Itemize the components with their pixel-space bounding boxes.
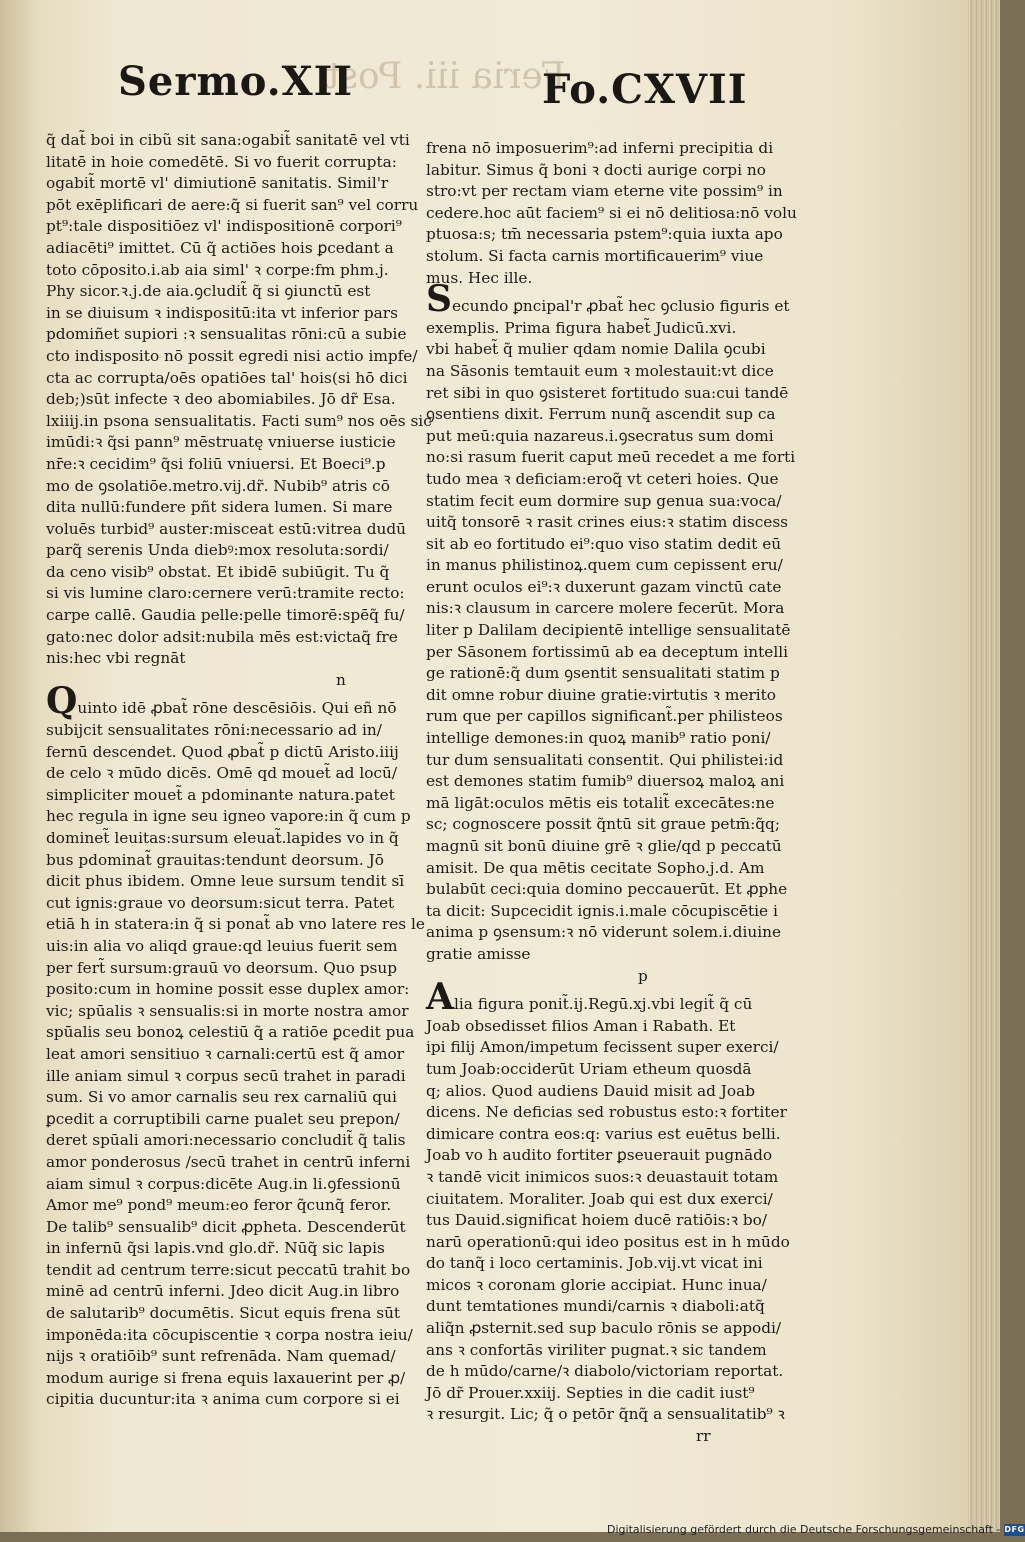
text-line — [46, 1001, 418, 1023]
line-text: per Sāsonem fortissimū ab ea deceptum intelli — [426, 642, 789, 661]
line-text: amisit. De qua mētis cecitate Sopho.j.d. Am — [426, 858, 765, 877]
line-text: ꝯsentiens dixit. Ferrum nunq̃ ascendit sup ca — [426, 405, 776, 424]
line-text: sum. Si vo amor carnalis seu rex carnaliū qui — [46, 1088, 397, 1107]
line-text: Jō dr̃ Prouer.xxiij. Septies in die cadit iust⁹ — [426, 1383, 755, 1402]
line-text: adiacēti⁹ imittet. Cū q̃ actiōes hois ꝑcedant a — [46, 238, 394, 257]
text-line — [426, 404, 798, 426]
text-line — [46, 1022, 418, 1044]
digitization-credit — [607, 1523, 1025, 1536]
text-line — [426, 1253, 798, 1275]
text-line — [426, 1167, 798, 1189]
text-line — [426, 491, 798, 513]
text-line — [426, 976, 798, 1019]
text-line — [46, 958, 418, 980]
text-line — [426, 858, 798, 880]
text-line — [46, 1217, 418, 1239]
text-line — [46, 324, 418, 346]
line-text: frena nō imposuerim⁹:ad inferni precipitia di — [426, 139, 774, 157]
initial-letter: Q — [46, 680, 78, 723]
text-line — [46, 627, 418, 649]
text-line — [46, 1044, 418, 1066]
line-text: etiā h in statera:in q̃ si ponat̃ ab vno latere res le — [46, 915, 425, 934]
line-text: modum aurige si frena equis laxauerint per ꝓ/ — [46, 1368, 406, 1387]
folio-number: Fo.CXVII — [542, 66, 748, 113]
line-text: ciuitatem. Moraliter. Joab qui est dux exerci/ — [426, 1189, 773, 1208]
line-text: in manus philistinoꝝ.quem cum cepissent eru/ — [426, 556, 783, 575]
text-line — [426, 901, 798, 923]
line-text: q; alios. Quod audiens Dauid misit ad Joab — [426, 1081, 755, 1100]
text-line — [426, 361, 798, 383]
text-line — [46, 1389, 418, 1411]
text-line — [426, 181, 798, 203]
text-line — [426, 1081, 798, 1103]
line-text: anima p ꝯsensum:ꝛ nō viderunt solem.i.diuine — [426, 923, 782, 942]
page-edge — [968, 0, 1000, 1532]
text-line — [426, 1189, 798, 1211]
text-line — [46, 763, 418, 785]
text-line — [46, 914, 425, 936]
text-line — [46, 519, 418, 541]
text-line — [46, 680, 418, 723]
line-text: cut ignis:graue vo deorsum:sicut terra. Patet — [46, 893, 395, 912]
text-line — [426, 555, 798, 577]
line-text: dicens. Ne deficias sed robustus esto:ꝛ fortiter — [426, 1103, 787, 1122]
line-text: mā ligāt:oculos mētis eis totalit̃ excecātes:ne — [426, 793, 775, 812]
line-text: ret sibi in quo ꝯsisteret fortitudo sua:cui tandē — [426, 383, 789, 402]
text-line — [426, 1275, 798, 1297]
text-line — [46, 476, 418, 498]
text-line — [426, 383, 798, 405]
line-text: magnū sit bonū diuine grē ꝛ glie/qd p peccatū — [426, 837, 782, 855]
line-text: toto cōposito.i.ab aia siml' ꝛ corpe:fm phm.j. — [46, 260, 389, 279]
line-text: in se diuisum ꝛ indispositū:ita vt inferior pars — [46, 303, 398, 322]
line-text: tum Joab:occiderūt Uriam etheum quosdā — [426, 1059, 752, 1078]
text-line — [46, 1281, 418, 1303]
section-marker: p — [638, 966, 648, 985]
text-line — [46, 1130, 418, 1152]
text-line — [426, 318, 798, 340]
line-text: gato:nec dolor adsit:nubila mēs est:victaq̃ fre — [46, 627, 398, 646]
line-text: no:si rasum fuerit caput meū recedet a me forti — [426, 448, 796, 467]
line-text: deret spūali amori:necessario concludit̃ q̃ talis — [46, 1131, 406, 1150]
text-line — [46, 346, 418, 368]
line-text: liter p Dalilam decipientē intellige sensualitatē — [426, 621, 791, 640]
text-line — [426, 728, 798, 750]
line-text: nr̄e:ꝛ cecidim⁹ q̃si foliū vniuersi. Et Boeci⁹.p — [46, 454, 386, 473]
text-line — [46, 281, 418, 303]
text-line — [426, 663, 798, 685]
line-text: tur dum sensualitati consentit. Qui philistei:id — [426, 750, 784, 769]
text-line — [46, 1066, 418, 1088]
line-text: sit ab eo fortitudo ei⁹:quo viso statim dedit eū — [426, 534, 782, 553]
line-text: intellige demones:in quoꝝ manib⁹ ratio poni/ — [426, 729, 771, 748]
line-text: fernū descendet. Quod ꝓbat̃ p dictū Aristo.iiij — [46, 742, 399, 761]
line-text: tus Dauid.significat hoiem ducē ratiōis:ꝛ bo/ — [426, 1211, 768, 1230]
text-line — [46, 806, 418, 828]
line-text: spūalis seu bonoꝝ celestiū q̃ a ratiōe ꝑcedit pua — [46, 1023, 415, 1042]
line-text: Phy sicor.ꝛ.j.de aia.ꝯcludit̃ q̃ si ꝯiunctū est — [46, 282, 371, 301]
line-text: dominet̃ leuitas:sursum eleuat̃.lapides vo in q̃ — [46, 829, 399, 847]
line-text: lia figura ponit̃.ij.Regū.xj.vbi legit̃ q̃ cū — [453, 995, 753, 1014]
text-line — [426, 706, 798, 728]
line-text: uitq̃ tonsorē ꝛ rasit crines eius:ꝛ statim discess — [426, 513, 789, 532]
line-text: De talib⁹ sensualib⁹ dicit ꝓpheta. Descenderūt — [46, 1217, 406, 1236]
right-column — [426, 138, 798, 1448]
line-text: per fert̃ sursum:grauū vo deorsum. Quo psup — [46, 958, 397, 977]
text-line — [426, 879, 798, 901]
line-text: ꝛ resurgit. Lic; q̃ o petōr q̃nq̃ a sensualitatib⁹ ꝛ — [426, 1405, 785, 1424]
line-text: narū operationū:qui ideo positus est in h mūdo — [426, 1232, 790, 1251]
line-text: rum que per capillos significant̃.per philisteos — [426, 707, 783, 726]
line-text: dita nullū:fundere pñt sidera lumen. Si mare — [46, 498, 393, 517]
text-line — [46, 152, 418, 174]
text-line — [46, 936, 418, 958]
text-line — [426, 534, 798, 556]
line-text: dit omne robur diuine gratie:virtutis ꝛ merito — [426, 685, 777, 704]
line-text: cedere.hoc aūt faciem⁹ si ei nō delitiosa:nō volu — [426, 203, 797, 222]
line-text: carpe callē. Gaudia pelle:pelle timorē:spēq̃ fu/ — [46, 606, 405, 625]
line-text: vic; spūalis ꝛ sensualis:si in morte nostra amor — [46, 1001, 409, 1020]
line-text: ans ꝛ confortās viriliter pugnat.ꝛ sic tandem — [426, 1340, 767, 1359]
line-text: imponēda:ita cōcupiscentie ꝛ corpa nostra ieiu/ — [46, 1325, 413, 1344]
line-text: ꝑcedit a corruptibili carne pualet seu prepon/ — [46, 1109, 400, 1128]
text-line — [426, 1361, 798, 1383]
text-line — [426, 642, 798, 664]
line-text: micos ꝛ coronam glorie accipiat. Hunc inua/ — [426, 1275, 767, 1294]
text-line — [46, 1368, 418, 1390]
text-line — [426, 1296, 798, 1318]
text-line — [46, 720, 418, 742]
text-line — [426, 1145, 798, 1167]
text-line — [46, 605, 418, 627]
line-text: put meū:quia nazareus.i.ꝯsecratus sum domi — [426, 426, 774, 445]
text-line — [426, 469, 798, 491]
line-text: dunt temtationes mundi/carnis ꝛ diaboli:atq̃ — [426, 1297, 765, 1316]
text-line — [46, 742, 418, 764]
text-line — [426, 512, 798, 534]
line-text: tendit ad centrum terre:sicut peccatū trahit bo — [46, 1260, 411, 1279]
line-text: simpliciter mouet̃ a pdominante natura.patet — [46, 785, 395, 804]
initial-letter: S — [426, 278, 452, 321]
running-head: Sermo.XII — [118, 58, 354, 105]
line-text: uis:in alia vo aliqd graue:qd leuius fuerit sem — [46, 936, 398, 955]
line-text: Joab obsedisset filios Aman i Rabath. Et — [426, 1016, 736, 1035]
line-text: ille aniam simul ꝛ corpus secū trahet in paradi — [46, 1066, 406, 1085]
line-text: pōt exēplificari de aere:q̃ si fuerit san⁹ vel corru — [46, 195, 419, 214]
text-line — [426, 1016, 798, 1038]
line-text: leat amori sensitiuo ꝛ carnali:certū est q̃ amor — [46, 1044, 404, 1063]
text-line — [426, 138, 798, 160]
line-text: ipi filij Amon/impetum fecissent super exerci/ — [426, 1038, 779, 1057]
text-line — [426, 1404, 798, 1426]
text-line — [46, 979, 418, 1001]
text-line — [46, 1346, 418, 1368]
line-text: mus. Hec ille. — [426, 268, 533, 287]
text-line — [426, 268, 798, 290]
text-line — [46, 828, 418, 850]
text-line — [46, 389, 418, 411]
text-line — [46, 368, 418, 390]
text-line — [426, 160, 798, 182]
line-text: q̃ dat̃ boi in cibũ sit sana:ogabit̃ sanitatē vel vti — [46, 131, 410, 149]
text-line — [426, 1124, 798, 1146]
line-text: litatē in hoie comedētē. Si vo fuerit corrupta: — [46, 152, 397, 171]
line-text: pt⁹:tale dispositiōez vl' indispositionē corpori⁹ — [46, 217, 402, 236]
line-text: dicit phus ibidem. Omne leue sursum tendit sī — [46, 872, 405, 891]
line-text: cta ac corrupta/oēs opatiōes tal' hois(si hō dici — [46, 368, 408, 387]
line-text: ge rationē:q̃ dum ꝯsentit sensualitati statim p — [426, 664, 780, 683]
line-text: bus pdominat̃ grauitas:tendunt deorsum. Jō — [46, 850, 384, 869]
text-line — [426, 793, 798, 815]
text-line — [426, 1340, 798, 1362]
text-line — [426, 598, 798, 620]
catchword: rr — [696, 1427, 711, 1446]
line-text: voluēs turbid⁹ auster:misceat estū:vitrea dudū — [46, 519, 406, 538]
line-text: ogabit̃ mortē vl' dimiutionē sanitatis. Simil'r — [46, 174, 389, 193]
line-text: do tanq̃ i loco certaminis. Job.vij.vt vicat ini — [426, 1254, 763, 1273]
text-line — [46, 850, 418, 872]
line-text: deb;)sūt infecte ꝛ deo abomiabiles. Jō dr̃ Esa. — [46, 390, 396, 409]
text-line — [426, 1383, 798, 1405]
text-line — [46, 785, 418, 807]
text-line — [426, 685, 798, 707]
left-column-paragraph-1 — [46, 130, 432, 670]
text-line — [46, 497, 418, 519]
text-line — [426, 1318, 798, 1340]
right-column-paragraph-2 — [426, 278, 798, 965]
bleed-through-text: Feria iii. Post — [325, 56, 566, 97]
line-text: nijs ꝛ oratiōib⁹ sunt refrenāda. Nam quemad/ — [46, 1347, 396, 1366]
line-text: de celo ꝛ mūdo dicēs. Omē qd mouet̃ ad locū/ — [46, 764, 397, 783]
line-text: imūdi:ꝛ q̃si pann⁹ mēstruatę vniuerse iusticie — [46, 433, 396, 452]
text-line — [46, 173, 418, 195]
text-line — [426, 750, 798, 772]
line-text: cipitia ducuntur:ita ꝛ anima cum corpore si ei — [46, 1390, 400, 1409]
right-column-paragraph-3 — [426, 976, 798, 1426]
text-line — [426, 1210, 798, 1232]
line-text: Amor me⁹ pond⁹ meum:eo feror q̃cunq̃ feror. — [46, 1196, 392, 1215]
text-line — [46, 411, 432, 433]
text-line — [46, 540, 418, 562]
line-text: in infernū q̃si lapis.vnd glo.dr̃. Nūq̃ sic lapis — [46, 1239, 385, 1258]
line-text: mo de ꝯsolatiōe.metro.vij.dr̃. Nubib⁹ atris cō — [46, 476, 390, 495]
text-line — [46, 1087, 418, 1109]
text-line — [426, 339, 798, 361]
text-line — [426, 246, 798, 268]
text-line — [426, 1059, 798, 1081]
line-text: dimicare contra eos:q: varius est euētus belli. — [426, 1124, 781, 1143]
text-line — [426, 224, 798, 246]
text-line — [426, 1037, 798, 1059]
text-line — [426, 203, 798, 225]
text-line — [426, 1102, 798, 1124]
text-line — [426, 922, 798, 944]
line-text: vbi habet̃ q̃ mulier qdam nomie Dalila ꝯcubi — [426, 340, 766, 359]
line-text: nis:hec vbi regnāt — [46, 649, 186, 668]
text-line — [46, 1238, 418, 1260]
line-text: stro:vt per rectam viam eterne vite possim⁹ in — [426, 182, 783, 201]
text-line — [46, 1174, 418, 1196]
line-text: tudo mea ꝛ deficiam:eroq̃ vt ceteri hoies. Que — [426, 469, 779, 488]
text-line — [426, 447, 798, 469]
line-text: si vis lumine claro:cernere verū:tramite recto: — [46, 584, 405, 603]
line-text: cto indisposito nō possit egredi nisi actio impfe/ — [46, 346, 418, 365]
text-line — [46, 195, 418, 217]
text-line — [46, 238, 418, 260]
line-text: ta dicit: Supcecidit ignis.i.male cōcupiscētie i — [426, 901, 778, 920]
line-text: hec regula in igne seu igneo vapore:in q̃ cum p — [46, 807, 411, 826]
line-text: gratie amisse — [426, 944, 531, 963]
text-line — [46, 432, 418, 454]
initial-letter: A — [426, 976, 454, 1019]
line-text: labitur. Simus q̃ boni ꝛ docti aurige corpi no — [426, 160, 766, 179]
line-text: bulabūt ceci:quia domino peccauerūt. Et ꝓphe — [426, 880, 788, 899]
line-text: statim fecit eum dormire sup genua sua:voca/ — [426, 491, 782, 510]
text-line — [426, 836, 798, 858]
line-text: minē ad centrū inferni. Jdeo dicit Aug.in libro — [46, 1282, 400, 1301]
text-line — [46, 216, 418, 238]
line-text: est demones statim fumib⁹ diuersoꝝ maloꝝ ani — [426, 772, 785, 791]
line-text: pdomiñet supiori :ꝛ sensualitas rōni:cū a subie — [46, 325, 407, 344]
text-line — [426, 814, 798, 836]
text-line — [46, 130, 418, 152]
text-line — [46, 562, 418, 584]
text-line — [426, 426, 798, 448]
line-text: na Sāsonis temtauit eum ꝛ molestauit:vt dice — [426, 361, 774, 380]
section-marker: n — [336, 670, 346, 689]
text-line — [46, 1109, 418, 1131]
text-line — [46, 454, 418, 476]
text-line — [46, 260, 418, 282]
line-text: ꝛ tandē vicit inimicos suos:ꝛ deuastauit totam — [426, 1167, 779, 1186]
text-line — [46, 1195, 418, 1217]
text-line — [46, 1260, 418, 1282]
line-text: amor ponderosus /secū trahet in centrū inferni — [46, 1152, 411, 1171]
line-text: lxiiij.in psona sensualitatis. Facti sum⁹ nos oēs sic — [46, 411, 432, 430]
line-text: Joab vo h audito fortiter ꝑseuerauit pugnādo — [426, 1146, 773, 1165]
line-text: sc; cognoscere possit q̃ntū sit graue petm̄:q̃q; — [426, 815, 781, 834]
line-text: de h mūdo/carne/ꝛ diabolo/victoriam reportat. — [426, 1362, 784, 1381]
line-text: nis:ꝛ clausum in carcere molere fecerūt. Mora — [426, 599, 785, 618]
line-text: stolum. Si facta carnis mortificauerim⁹ viue — [426, 246, 764, 265]
right-column-paragraph-1 — [426, 138, 798, 289]
text-line — [46, 648, 418, 670]
left-column-paragraph-2 — [46, 680, 425, 1411]
left-column — [46, 130, 432, 1411]
text-line — [426, 278, 798, 321]
line-text: subijcit sensualitates rōni:necessario ad in/ — [46, 721, 382, 740]
line-text: ecundo ꝑncipal'r ꝓbat̃ hec ꝯclusio figuris et — [452, 297, 790, 316]
text-line — [46, 1152, 418, 1174]
line-text: exemplis. Prima figura habet̃ Judicū.xvi. — [426, 318, 737, 337]
line-text: posito:cum in homine possit esse duplex amor: — [46, 980, 410, 999]
credit-text: Digitalisierung gefördert durch die Deutsche Forschungsgemeinschaft - — [607, 1523, 1001, 1536]
text-line — [46, 1325, 418, 1347]
line-text: aiam simul ꝛ corpus:dicēte Aug.in li.ꝯfessionū — [46, 1174, 401, 1193]
line-text: uinto idē ꝓbat̃ rōne descēsiōis. Qui eñ nō — [77, 699, 397, 718]
line-text: aliq̃n ꝓsternit.sed sup baculo rōnis se appodi/ — [426, 1319, 782, 1338]
text-line — [46, 303, 418, 325]
line-text: parq̃ serenis Unda diebꝰ:mox resoluta:sordi/ — [46, 541, 389, 560]
line-text: de salutarib⁹ documētis. Sicut equis frena sūt — [46, 1304, 401, 1323]
text-line — [426, 944, 798, 966]
text-line — [426, 771, 798, 793]
text-line — [426, 1232, 798, 1254]
dfg-logo: DFG — [1004, 1525, 1025, 1534]
text-line — [46, 893, 418, 915]
line-text: ptuosa:s; tm̄ necessaria pstem⁹:quia iuxta apo — [426, 225, 783, 244]
line-text: da ceno visib⁹ obstat. Et ibidē subiūgit. Tu q̃ — [46, 562, 390, 581]
text-line — [46, 871, 418, 893]
text-line — [426, 620, 798, 642]
text-line — [426, 577, 798, 599]
text-line — [46, 1303, 418, 1325]
text-line — [46, 583, 418, 605]
line-text: erunt oculos ei⁹:ꝛ duxerunt gazam vinctū cate — [426, 577, 782, 596]
